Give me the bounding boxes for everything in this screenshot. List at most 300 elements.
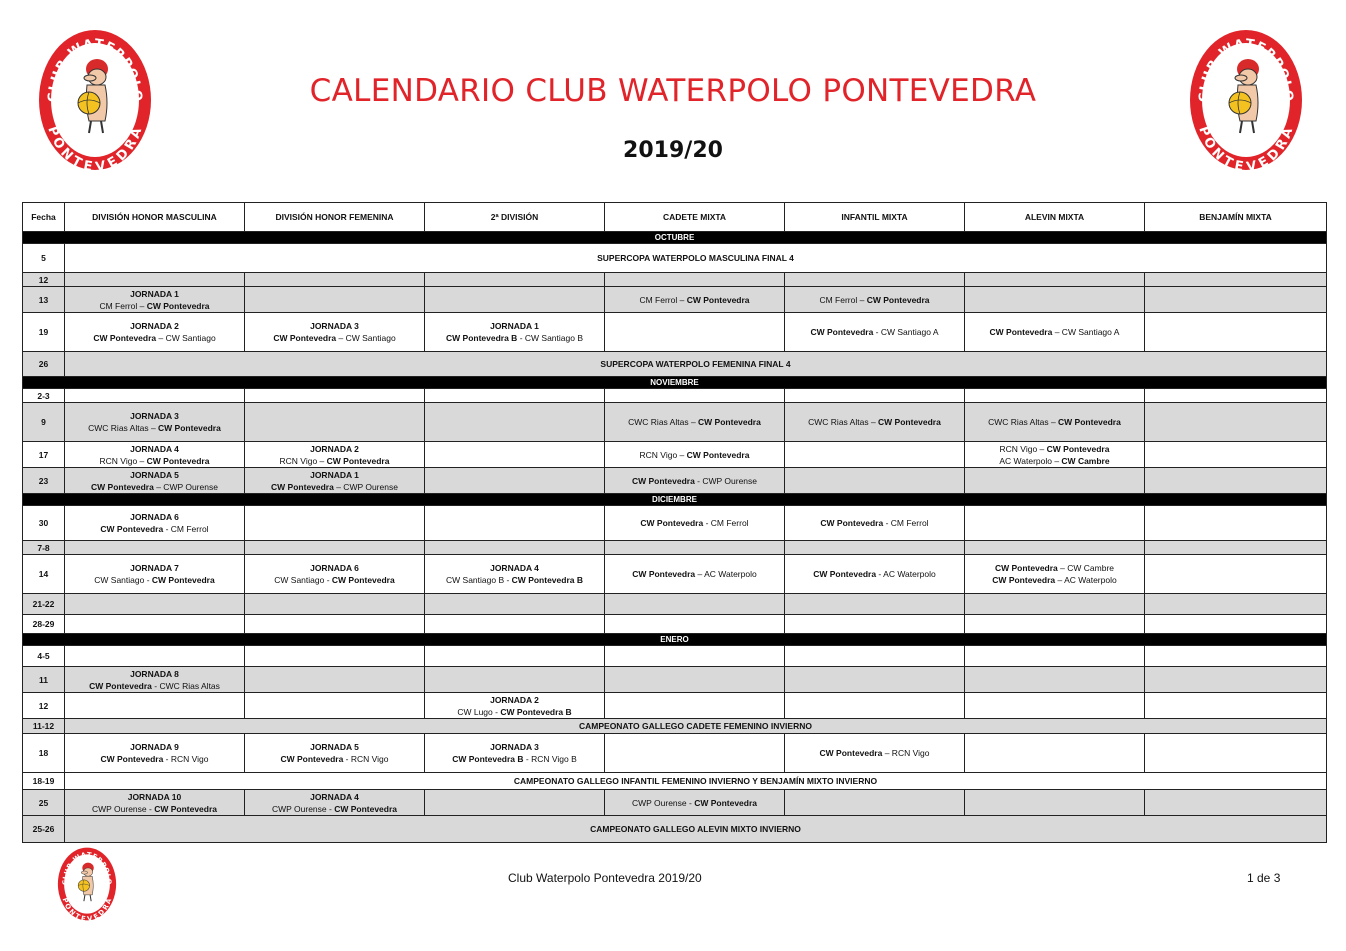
match-line [967,574,1142,586]
month-label: ENERO [23,634,1327,646]
match-cell [785,555,965,594]
table-row [23,273,1327,287]
match-cell [605,541,785,555]
column-header: Fecha [23,203,65,232]
event-row [23,244,1327,273]
date-cell: 17 [23,442,65,468]
match-line: JORNADA 1 [130,288,179,299]
match-cell [965,734,1145,773]
date-cell: 13 [23,287,65,313]
match-line: JORNADA 4 [490,563,539,573]
match-cell [65,541,245,555]
match-line [427,706,602,718]
match-line [247,803,422,815]
match-cell [245,273,425,287]
match-line: JORNADA 1 [310,469,359,480]
match-line [67,481,242,493]
match-line: JORNADA 7 [130,563,179,573]
team-name: CW Pontevedra [640,518,704,528]
team-name: - CW Santiago A [873,327,939,337]
team-name: CW Pontevedra [158,423,221,433]
match-line [427,332,602,344]
match-cell [965,667,1145,693]
match-cell [1145,506,1327,541]
date-cell: 2-3 [23,389,65,403]
match-line: JORNADA 6 [130,512,179,522]
column-header: 2ª DIVISIÓN [425,203,605,232]
event-row [23,773,1327,790]
match-line: JORNADA 2 [310,443,359,454]
match-line [607,449,782,461]
match-line: JORNADA 1 [490,321,539,331]
match-cell [1145,555,1327,594]
team-name: CW Pontevedra [819,748,883,758]
match-cell [1145,403,1327,442]
match-cell [245,442,425,468]
team-name: CW Lugo - [457,706,501,717]
team-name: - RCN Vigo [163,754,209,764]
match-cell [425,693,605,719]
match-cell [65,615,245,634]
match-cell [1145,734,1327,773]
match-cell [245,403,425,442]
match-cell [245,790,425,816]
table-row [23,541,1327,555]
match-cell [605,273,785,287]
date-cell: 9 [23,403,65,442]
match-line [787,517,962,529]
team-name: CW Pontevedra [1058,417,1121,427]
match-cell [425,790,605,816]
team-name: CW Pontevedra [271,481,334,492]
team-name: CW Pontevedra B [446,333,518,343]
match-cell [605,790,785,816]
match-cell [605,693,785,719]
match-cell [1145,615,1327,634]
club-logo-footer [55,845,119,923]
match-cell [245,541,425,555]
match-cell [965,646,1145,667]
team-name: CW Pontevedra [146,300,210,311]
table-header-row [23,203,1327,232]
match-cell [245,468,425,494]
match-line [607,294,782,306]
match-cell [425,468,605,494]
match-cell [605,468,785,494]
date-cell: 12 [23,693,65,719]
match-cell [785,615,965,634]
match-cell [605,442,785,468]
match-line [247,332,422,344]
table-row [23,555,1327,594]
match-cell [425,442,605,468]
match-cell [605,389,785,403]
team-name: - CWP Ourense [694,475,758,486]
match-cell [785,734,965,773]
match-cell [425,313,605,352]
match-line [787,416,962,428]
match-cell [65,555,245,594]
match-cell [965,693,1145,719]
team-name: CW Pontevedra [866,294,930,305]
team-name: CW Pontevedra B [500,706,572,717]
match-line: JORNADA 10 [127,791,182,802]
team-name: CW Pontevedra [631,475,695,486]
team-name: CWC Rias Altas – [808,417,879,427]
team-name: CW Pontevedra [686,294,750,305]
match-cell [605,506,785,541]
match-line [427,574,602,586]
team-name: CWC Rias Altas – [988,417,1059,427]
match-cell [65,403,245,442]
match-line [427,753,602,765]
column-header: ALEVIN MIXTA [965,203,1145,232]
team-name: CW Pontevedra [334,803,398,814]
match-cell [245,646,425,667]
team-name: CW Pontevedra [1046,443,1110,454]
match-line [607,416,782,428]
team-name: CW Santiago B - [446,575,512,585]
month-row [23,634,1327,646]
team-name: CW Pontevedra [273,333,337,343]
match-cell [245,389,425,403]
footer-text: Club Waterpolo Pontevedra 2019/20 [508,871,702,885]
team-name: CWC Rias Altas – [628,417,699,427]
date-cell: 26 [23,352,65,377]
match-cell [65,790,245,816]
date-cell: 21-22 [23,594,65,615]
table-row [23,790,1327,816]
match-line [787,294,962,306]
team-name: - CW Santiago B [517,333,583,343]
team-name: - RCN Vigo B [523,754,577,764]
match-cell [965,273,1145,287]
match-line [67,422,242,434]
match-cell [425,403,605,442]
match-line: JORNADA 3 [490,742,539,752]
match-cell [965,541,1145,555]
date-cell: 28-29 [23,615,65,634]
match-line: JORNADA 9 [130,742,179,752]
team-name: CM Ferrol – [819,294,867,305]
team-name: CW Pontevedra [326,455,390,466]
match-cell [605,734,785,773]
match-cell [965,389,1145,403]
match-cell [1145,313,1327,352]
match-cell [1145,287,1327,313]
team-name: – CWP Ourense [333,481,398,492]
match-line [967,455,1142,467]
event-cell: SUPERCOPA WATERPOLO FEMENINA FINAL 4 [65,352,1327,377]
table-row [23,468,1327,494]
page-title: CALENDARIO CLUB WATERPOLO PONTEVEDRA [309,73,1037,109]
date-cell: 18 [23,734,65,773]
season-label: 2019/20 [623,138,723,163]
match-cell [65,693,245,719]
team-name: CW Pontevedra [91,481,154,492]
match-cell [1145,693,1327,719]
team-name: CWP Ourense - [631,797,695,808]
match-line [967,562,1142,574]
match-cell [785,287,965,313]
column-header: INFANTIL MIXTA [785,203,965,232]
table-row [23,506,1327,541]
date-cell: 30 [23,506,65,541]
team-name: – CW Santiago A [1052,327,1120,337]
team-name: - CM Ferrol [883,518,929,528]
team-name: CM Ferrol – [639,294,687,305]
match-cell [1145,790,1327,816]
month-row [23,377,1327,389]
match-cell [65,389,245,403]
match-cell [245,313,425,352]
match-line [247,481,422,493]
month-row [23,494,1327,506]
match-cell [605,615,785,634]
match-cell [1145,442,1327,468]
match-line [247,455,422,467]
match-cell [65,506,245,541]
table-row [23,442,1327,468]
date-cell: 18-19 [23,773,65,790]
match-cell [425,541,605,555]
table-row [23,403,1327,442]
table-row [23,734,1327,773]
match-cell [785,273,965,287]
match-cell [425,667,605,693]
team-name: CW Pontevedra [989,327,1053,337]
team-name: - RCN Vigo [343,754,389,764]
match-cell [965,313,1145,352]
team-name: – CW Santiago [156,333,216,343]
event-cell: CAMPEONATO GALLEGO INFANTIL FEMENINO INVIERNO Y BENJAMÍN MIXTO INVIERNO [65,773,1327,790]
match-line: JORNADA 2 [490,694,539,705]
match-cell [785,506,965,541]
team-name: - CM Ferrol [163,524,209,534]
match-line [67,803,242,815]
table-row [23,313,1327,352]
match-line [607,568,782,580]
team-name: CW Pontevedra B [452,754,524,764]
match-cell [605,555,785,594]
date-cell: 14 [23,555,65,594]
column-header: DIVISIÓN HONOR MASCULINA [65,203,245,232]
table-row [23,646,1327,667]
match-cell [65,594,245,615]
match-cell [425,734,605,773]
match-cell [425,273,605,287]
match-cell [785,403,965,442]
match-cell [425,646,605,667]
match-line [247,753,422,765]
team-name: CW Pontevedra [100,754,164,764]
month-label: NOVIEMBRE [23,377,1327,389]
date-cell: 12 [23,273,65,287]
team-name: CW Pontevedra [820,518,884,528]
team-name: CW Pontevedra [698,417,761,427]
date-cell: 11-12 [23,719,65,734]
match-cell [965,615,1145,634]
match-cell [425,555,605,594]
date-cell: 23 [23,468,65,494]
match-cell [65,442,245,468]
match-cell [965,790,1145,816]
match-cell [1145,389,1327,403]
table-row [23,615,1327,634]
event-cell: SUPERCOPA WATERPOLO MASCULINA FINAL 4 [65,244,1327,273]
month-label: OCTUBRE [23,232,1327,244]
team-name: CW Pontevedra [331,575,395,585]
match-cell [245,734,425,773]
match-line [67,332,242,344]
match-cell [65,667,245,693]
team-name: CW Pontevedra [878,417,941,427]
match-line [967,443,1142,455]
match-cell [965,442,1145,468]
match-cell [965,594,1145,615]
match-cell [965,468,1145,494]
match-cell [425,506,605,541]
team-name: AC Waterpolo – [999,455,1062,466]
team-name: CWC Rias Altas – [88,423,159,433]
match-cell [605,313,785,352]
date-cell: 4-5 [23,646,65,667]
match-line: JORNADA 3 [130,411,179,421]
match-cell [605,594,785,615]
team-name: – CWP Ourense [153,481,218,492]
logo-emblem [55,845,119,923]
match-line [67,574,242,586]
match-cell [425,594,605,615]
team-name: CW Pontevedra [994,563,1058,573]
calendar-table [22,202,1327,843]
match-cell [1145,594,1327,615]
team-name: – RCN Vigo [882,748,930,758]
match-line [67,680,242,692]
match-cell [245,287,425,313]
team-name: CW Santiago - [94,575,152,585]
month-row [23,232,1327,244]
svg-text:PONTEVEDRA: PONTEVEDRA [60,896,114,923]
match-line [67,753,242,765]
team-name: RCN Vigo – [999,443,1047,454]
team-name: CW Cambre [1061,455,1110,466]
team-name: CWP Ourense - [271,803,335,814]
match-line: JORNADA 5 [130,469,179,480]
team-name: CW Pontevedra [813,569,877,579]
team-name: CWP Ourense - [91,803,155,814]
team-name: CW Pontevedra [810,327,874,337]
match-cell [245,667,425,693]
team-name: CW Pontevedra [686,449,750,460]
date-cell: 25-26 [23,816,65,843]
match-line [787,568,962,580]
date-cell: 7-8 [23,541,65,555]
team-name: – CW Cambre [1057,563,1115,573]
team-name: CW Pontevedra B [511,575,583,585]
match-line [787,326,962,338]
match-cell [245,693,425,719]
match-cell [1145,541,1327,555]
match-cell [965,287,1145,313]
match-cell [785,442,965,468]
table-row [23,287,1327,313]
team-name: CW Pontevedra [93,333,157,343]
event-row [23,816,1327,843]
match-cell [785,790,965,816]
event-cell: CAMPEONATO GALLEGO ALEVIN MIXTO INVIERNO [65,816,1327,843]
column-header: DIVISIÓN HONOR FEMENINA [245,203,425,232]
team-name: CW Pontevedra [992,575,1056,585]
event-cell: CAMPEONATO GALLEGO CADETE FEMENINO INVIERNO [65,719,1327,734]
column-header: BENJAMÍN MIXTA [1145,203,1327,232]
team-name: CW Pontevedra [89,680,152,691]
date-cell: 25 [23,790,65,816]
svg-text:CLUB WATERPOLO: CLUB WATERPOLO [45,36,145,103]
match-cell [605,287,785,313]
event-row [23,719,1327,734]
table-row [23,693,1327,719]
match-line [67,523,242,535]
match-line: JORNADA 6 [310,563,359,573]
table-row [23,667,1327,693]
match-cell [245,555,425,594]
team-name: RCN Vigo – [639,449,687,460]
team-name: CW Pontevedra [694,797,758,808]
match-cell [785,667,965,693]
match-cell [965,506,1145,541]
match-cell [965,403,1145,442]
match-line [787,747,962,759]
table-row [23,594,1327,615]
match-cell [245,615,425,634]
match-cell [1145,273,1327,287]
match-cell [425,287,605,313]
match-cell [65,273,245,287]
team-name: - CWC Rias Altas [151,680,220,691]
match-cell [785,541,965,555]
match-line: JORNADA 4 [130,443,179,454]
page-number: 1 de 3 [1247,871,1281,885]
month-label: DICIEMBRE [23,494,1327,506]
match-cell [65,287,245,313]
team-name: CW Pontevedra [632,569,696,579]
svg-text:CLUB WATERPOLO: CLUB WATERPOLO [61,850,113,886]
date-cell: 5 [23,244,65,273]
team-name: CM Ferrol – [99,300,147,311]
match-cell [785,389,965,403]
match-cell [425,389,605,403]
team-name: - AC Waterpolo [876,569,936,579]
match-cell [785,693,965,719]
match-line: JORNADA 4 [310,791,359,802]
match-cell [245,506,425,541]
match-line [67,455,242,467]
match-cell [785,594,965,615]
match-line [967,416,1142,428]
match-line [967,326,1142,338]
team-name: CW Pontevedra [280,754,344,764]
event-row [23,352,1327,377]
match-line: JORNADA 5 [310,742,359,752]
team-name: CW Pontevedra [146,455,210,466]
table-row [23,389,1327,403]
team-name: CW Pontevedra [100,524,164,534]
match-line: JORNADA 8 [130,668,179,679]
svg-text:PONTEVEDRA: PONTEVEDRA [1195,124,1297,175]
match-cell [65,646,245,667]
svg-text:PONTEVEDRA: PONTEVEDRA [44,124,146,175]
